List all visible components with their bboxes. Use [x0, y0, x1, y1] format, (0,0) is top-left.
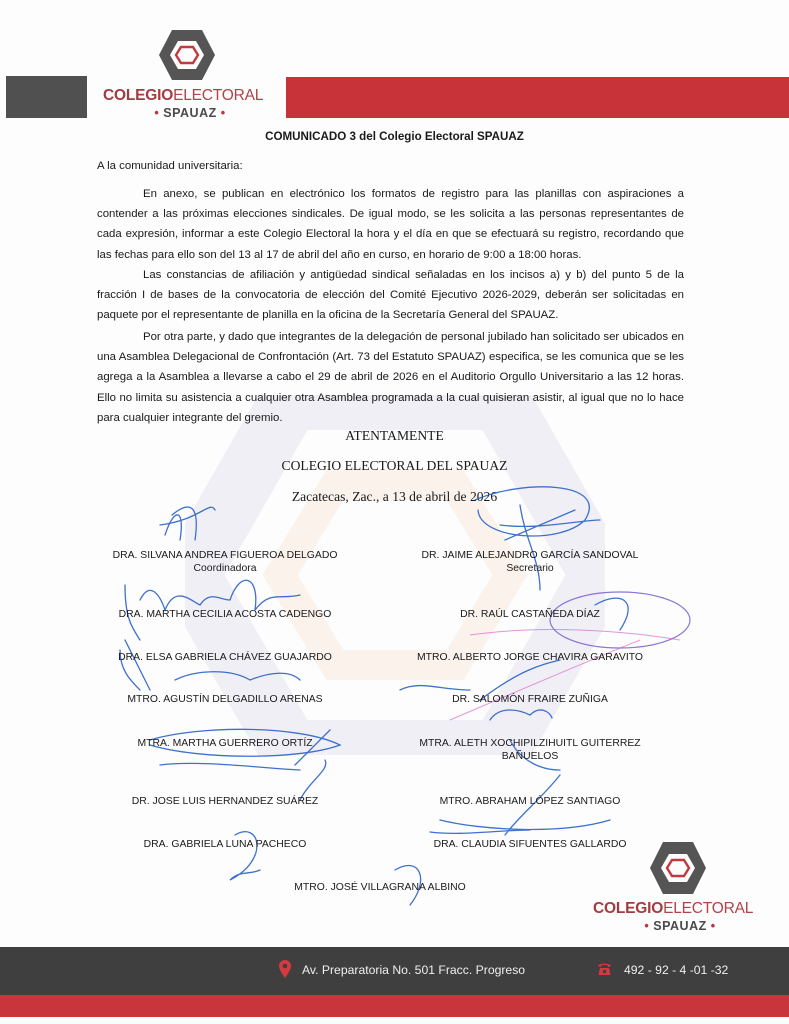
signatory: MTRO. ABRAHAM LÓPEZ SANTIAGO: [439, 796, 621, 807]
logo-wordmark: [103, 87, 263, 105]
paragraph-3: [97, 327, 684, 428]
signatory: MTRO. JOSÉ VILLAGRANA ALBINO: [294, 882, 466, 893]
signatory: MTRO. AGUSTÍN DELGADILLO ARENAS: [127, 694, 323, 705]
signatory: DR. RAÚL CASTAÑEDA DÍAZ: [460, 609, 600, 620]
hexagon-logo-icon: [157, 28, 217, 82]
salutation: A la comunidad universitaria:: [97, 160, 243, 172]
paragraph-1-text: En anexo, se publican en electrónico los formatos de registro para las planillas con aspiraciones a contender a las próximas elecciones sindicales. De igual modo, se les solicita a las personas representantes de cada expresión, informar a este Colegio Electoral la hora y el día en que se efectuará su registro, recordando que las fechas para ello son del 13 al 17 de abril del año en curso, en horario de 9:00 a 18:00 horas.: [97, 188, 684, 261]
header-logo: [100, 25, 280, 125]
logo-dot-left: •: [644, 919, 650, 933]
signatory: MTRA. MARTHA GUERRERO ORTÍZ: [137, 738, 313, 749]
signatory: MTRO. ALBERTO JORGE CHAVIRA GARAVITO: [417, 652, 643, 663]
document-title: COMUNICADO 3 del Colegio Electoral SPAUAZ: [265, 130, 524, 143]
signatory-name: DRA. SILVANA ANDREA FIGUEROA DELGADO: [112, 550, 338, 561]
logo-sub-text: SPAUAZ: [163, 106, 217, 120]
header-gray-bar: [6, 76, 87, 118]
closing: ATENTAMENTE: [345, 428, 444, 443]
signatory: [400, 738, 660, 762]
signatory: [400, 550, 660, 574]
signatory-name-line2: BAÑUELOS: [501, 751, 559, 762]
footer-address: Av. Preparatoria No. 501 Fracc. Progreso: [302, 963, 526, 977]
signatory-role: Secretario: [506, 563, 554, 574]
logo-name-light: ELECTORAL: [663, 900, 754, 917]
signatory-role: Coordinadora: [193, 563, 257, 574]
signatory: DRA. ELSA GABRIELA CHÁVEZ GUAJARDO: [118, 652, 332, 663]
header-red-bar: [286, 77, 789, 118]
organization: COLEGIO ELECTORAL DEL SPAUAZ: [281, 458, 508, 473]
footer-phone: 492 - 92 - 4 -01 -32: [624, 963, 729, 977]
paragraph-2-text: Las constancias de afiliación y antigüedad sindical señaladas en los incisos a) y b) del punto 5 de la fracción I de bases de la convocatoria de elección del Comité Ejecutivo 2026-2029, deberán ser solicitadas en paquete por el representante de planilla en la oficina de la Secretaría General del SPAUAZ.: [97, 269, 684, 322]
logo-name-bold: COLEGIO: [593, 900, 664, 917]
paragraph-2: [97, 265, 684, 326]
logo-dot-left: •: [154, 106, 160, 120]
signatory: DRA. GABRIELA LUNA PACHECO: [143, 839, 307, 850]
logo-wordmark: [593, 900, 753, 918]
logo-sub-text: SPAUAZ: [653, 919, 707, 933]
logo-sub: [140, 106, 240, 120]
logo-dot-right: •: [220, 106, 226, 120]
signatory-name: DR. JAIME ALEJANDRO GARCÍA SANDOVAL: [421, 550, 639, 561]
signatory: DR. JOSE LUIS HERNANDEZ SUÁREZ: [131, 796, 319, 807]
place-date: Zacatecas, Zac., a 13 de abril de 2026: [291, 489, 498, 504]
hexagon-logo-icon: [648, 840, 708, 896]
signatory-name: MTRA. ALETH XOCHIPILZIHUITL GUITERREZ: [419, 738, 641, 749]
logo-name-bold: COLEGIO: [103, 87, 174, 104]
paragraph-1: [97, 184, 684, 265]
signatory: DRA. CLAUDIA SIFUENTES GALLARDO: [433, 839, 627, 850]
telephone-icon: [597, 962, 612, 976]
logo-dot-right: •: [710, 919, 716, 933]
footer-red-band: [0, 995, 789, 1017]
map-pin-icon: [279, 960, 291, 978]
signatory: DRA. MARTHA CECILIA ACOSTA CADENGO: [118, 609, 332, 620]
signatory: [95, 550, 355, 574]
logo-sub: [630, 919, 730, 933]
logo-name-light: ELECTORAL: [173, 87, 264, 104]
signatory: DR. SALOMÓN FRAIRE ZUÑIGA: [452, 694, 608, 705]
paragraph-3-text: Por otra parte, y dado que integrantes de la delegación de personal jubilado han solicitado ser ubicados en una Asamblea Delegacional de Confrontación (Art. 73 del Estatuto SPAUAZ) especifica, se les comunica que se les agrega a la Asamblea a llevarse a cabo el 29 de abril de 2026 en el Auditorio Orgullo Universitario a las 12 horas. Ello no limita su asistencia a cualquier otra Asamblea programada a la cual quisieran asistir, al igual que no lo hace para cualquier integrante del gremio.: [97, 331, 684, 424]
footer-logo: [590, 840, 770, 940]
